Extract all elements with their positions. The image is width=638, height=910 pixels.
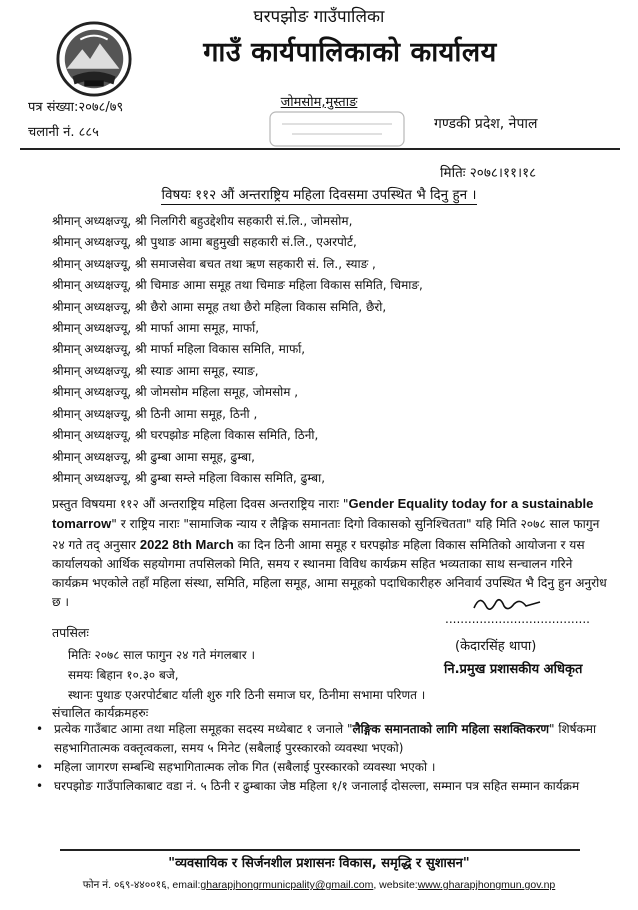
details-label: तपसिलः [52, 625, 89, 640]
letter-date: मितिः २०७८।११।१८ [440, 165, 537, 181]
footer-divider [60, 849, 580, 851]
email-link[interactable]: gharapjhongrmunicpality@gmail.com [200, 879, 374, 891]
event-time: समयः बिहान १०.३० बजे, [68, 668, 179, 682]
programs-label: संचालित कार्यक्रमहरुः [52, 705, 149, 720]
office-stamp-icon [262, 108, 412, 150]
addressee-item: श्रीमान् अध्यक्षज्यू, श्री मार्फा महिला विकास समिति, मार्फा, [52, 342, 306, 356]
addressee-item: श्रीमान् अध्यक्षज्यू, श्री ठिनी आमा समूह, ठिनी , [52, 407, 258, 421]
dispatch-number: चलानी नं. ८८५ [28, 125, 99, 140]
addressee-item: श्रीमान् अध्यक्षज्यू, श्री चिमाङ आमा समूह तथा चिमाङ महिला विकास समिति, चिमाङ, [52, 278, 423, 292]
footer-contact: फोन नं. ०६९-४४००१६, email:gharapjhongrmunicpality@gmail.com, website:www.gharapjhongmun.gov.np [82, 879, 556, 891]
addressee-item: श्रीमान् अध्यक्षज्यू, श्री समाजसेवा बचत तथा ऋण सहकारी सं. लि., स्याङ , [52, 257, 376, 271]
event-date-english: 2022 8th March [139, 536, 234, 552]
slogan-nepali: सामाजिक न्याय र लैङ्गिक समानताः दिगो विकासको सुनिश्चितता [188, 517, 466, 532]
addressee-item: श्रीमान् अध्यक्षज्यू, श्री मार्फा आमा समूह, मार्फा, [52, 321, 260, 335]
nepal-emblem-icon [55, 20, 133, 98]
letter-subject: विषयः ११२ औं अन्तराष्ट्रिय महिला दिवसमा उपस्थित भै दिनु हुन । [161, 187, 477, 203]
footer-motto: "व्यवसायिक र सिर्जनशील प्रशासनः विकास, समृद्धि र सुशासन" [168, 856, 470, 871]
addressee-item: श्रीमान् अध्यक्षज्यू, श्री छैरो आमा समूह तथा छैरो महिला विकास समिति, छैरो, [52, 300, 387, 314]
addressee-item: श्रीमान् अध्यक्षज्यू, श्री ढुम्बा आमा समूह, ढुम्बा, [52, 450, 255, 464]
header-divider [20, 148, 620, 150]
list-item: • प्रत्येक गाउँबाट आमा तथा महिला समूहका सदस्य मध्येबाट १ जनाले "लैङ्गिक समानताको लागि महिला सशक्तिकरण" शिर्षकमा सहभागितात्मक वक्तृत्वकला, समय ५ मिनेट (सबैलाई पुरस्कारको व्यवस्था भएको) [32, 720, 622, 758]
addressee-item: श्रीमान् अध्यक्षज्यू, श्री स्याङ आमा समूह, स्याङ, [52, 364, 259, 378]
municipality-name: घरपझोङ गाउँपालिका [253, 7, 385, 27]
list-item: • महिला जागरण सम्बन्धि सहभागितात्मक लोक गित (सबैलाई पुरस्कारको व्यवस्था भएको । [32, 758, 622, 777]
event-date: मितिः २०७८ साल फागुन २४ गते मंगलबार । [68, 648, 256, 662]
province-address: गण्डकी प्रदेश, नेपाल [434, 116, 538, 132]
website-link[interactable]: www.gharapjhongmun.gov.np [417, 879, 556, 891]
signature-line: ...................................... [445, 612, 590, 626]
signatory-title: नि.प्रमुख प्रशासकीय अधिकृत [444, 662, 583, 677]
body-paragraph: प्रस्तुत विषयमा ११२ औं अन्तराष्ट्रिय महिला दिवस अन्तराष्ट्रिय नाराः "Gender Equality today for a sustainable tomarrow" र राष्ट्रिय नाराः "सामाजिक न्याय र लैङ्गिक समानताः दिगो विकासको सुनिश्चितता" यहि मिति २०७८ साल फागुन २४ गते तद् अनुसार 2022 8th March का दिन ठिनी आमा समूह र घरपझोङ महिला विकास समितिको आयोजना र यस कार्यालयको आर्थिक सहयोगमा तपसिलको मिति, समय र स्थानमा विविध कार्यक्रम सहित भव्यताका साथ सन्चालन गरिने कार्यक्रम भएकोले तहाँ महिला संस्था, समिति, महिला समूह, आमा समूहको पदाधिकारीहरु अनिवार्य उपस्थित भै दिनु हुन अनुरोध छ । [52, 496, 607, 610]
slogan-english: Gender Equality today for a sustainable tomarrow [52, 496, 594, 532]
letter-number: पत्र संख्या:२०७८/७९ [28, 100, 124, 115]
program-list [32, 720, 622, 796]
addressee-item: श्रीमान् अध्यक्षज्यू, श्री पुथाङ आमा बहुमुखी सहकारी सं.लि., एअरपोर्ट, [52, 235, 357, 249]
addressee-item: श्रीमान् अध्यक्षज्यू, श्री घरपझोङ महिला विकास समिति, ठिनी, [52, 428, 319, 442]
addressee-item: श्रीमान् अध्यक्षज्यू, श्री ढुम्बा सम्ले महिला विकास समिति, ढुम्बा, [52, 471, 326, 485]
office-name: गाउँ कार्यपालिकाको कार्यालय [203, 37, 497, 68]
office-location: जोमसोम,मुस्ताङ [280, 95, 358, 110]
signatory-name: (केदारसिंह थापा) [455, 639, 537, 654]
event-place: स्थानः पुथाङ एअरपोर्टबाट र्याली शुरु गरि ठिनी समाज घर, ठिनीमा सभामा परिणत । [68, 688, 426, 702]
addressee-item: श्रीमान् अध्यक्षज्यू, श्री जोमसोम महिला समूह, जोमसोम , [52, 385, 299, 399]
addressee-item: श्रीमान् अध्यक्षज्यू, श्री निलगिरी बहुउद्देशीय सहकारी सं.लि., जोमसोम, [52, 214, 353, 228]
list-item: • घरपझोङ गाउँपालिकाबाट वडा नं. ५ ठिनी र ढुम्बाका जेष्ठ महिला १/१ जनालाई दोसल्ला, सम्मान पत्र सहित सम्मान कार्यक्रम [32, 777, 622, 796]
